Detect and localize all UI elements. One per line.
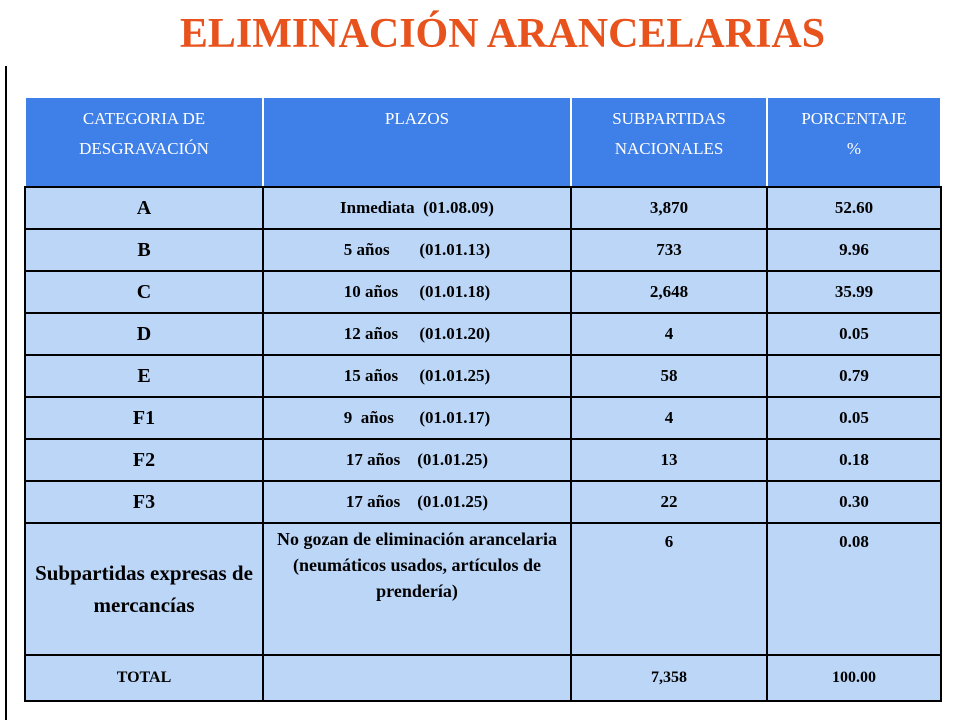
plazo-cell	[263, 187, 571, 229]
porcentaje-cell: 35.99	[767, 271, 941, 313]
subpartidas-cell: 3,870	[571, 187, 767, 229]
category-cell: D	[25, 313, 263, 355]
table-row	[25, 229, 941, 271]
total-plazo-cell	[263, 655, 571, 701]
plazo-text: 12 años (01.01.20)	[343, 324, 491, 343]
header-porcentaje	[767, 97, 941, 187]
category-cell: F2	[25, 439, 263, 481]
subpartidas-cell: 2,648	[571, 271, 767, 313]
total-label-cell: TOTAL	[25, 655, 263, 701]
table-row	[25, 439, 941, 481]
table-row	[25, 271, 941, 313]
subpartidas-cell: 4	[571, 313, 767, 355]
header-categoria-line2: DESGRAVACIÓN	[79, 139, 209, 158]
plazo-text: 15 años (01.01.25)	[343, 366, 491, 385]
special-subpartidas-cell: 6	[571, 523, 767, 655]
table-row	[25, 481, 941, 523]
plazo-cell	[263, 439, 571, 481]
category-cell: B	[25, 229, 263, 271]
header-subpartidas	[571, 97, 767, 187]
page-title: ELIMINACIÓN ARANCELARIAS	[179, 11, 826, 57]
header-subpartidas-line1: SUBPARTIDAS	[612, 109, 726, 128]
subpartidas-cell: 13	[571, 439, 767, 481]
porcentaje-cell: 0.18	[767, 439, 941, 481]
plazo-text: 10 años (01.01.18)	[343, 282, 491, 301]
category-cell: E	[25, 355, 263, 397]
plazo-text: 17 años (01.01.25)	[345, 450, 489, 469]
category-cell: C	[25, 271, 263, 313]
table-row	[25, 187, 941, 229]
header-categoria-line1: CATEGORIA DE	[82, 109, 206, 128]
header-plazos-label: PLAZOS	[384, 109, 450, 128]
header-porcentaje-line2: %	[846, 139, 862, 158]
porcentaje-cell: 9.96	[767, 229, 941, 271]
table-row	[25, 397, 941, 439]
special-plazo-cell: No gozan de eliminación arancelaria (neumáticos usados, artículos de prendería)	[263, 523, 571, 655]
tariff-table	[24, 96, 942, 702]
porcentaje-cell: 0.79	[767, 355, 941, 397]
plazo-text: 9 años (01.01.17)	[343, 408, 491, 427]
table-header-row	[25, 97, 941, 187]
left-divider	[5, 66, 7, 720]
plazo-text: 17 años (01.01.25)	[345, 492, 489, 511]
table-row	[25, 355, 941, 397]
total-subpartidas-cell: 7,358	[571, 655, 767, 701]
category-cell: A	[25, 187, 263, 229]
total-porcentaje-cell: 100.00	[767, 655, 941, 701]
plazo-text: 5 años (01.01.13)	[343, 240, 491, 259]
subpartidas-cell: 733	[571, 229, 767, 271]
plazo-cell	[263, 397, 571, 439]
special-category-cell: Subpartidas expresas de mercancías	[25, 523, 263, 655]
plazo-cell	[263, 271, 571, 313]
porcentaje-cell: 0.05	[767, 397, 941, 439]
header-categoria	[25, 97, 263, 187]
table-row	[25, 313, 941, 355]
total-row	[25, 655, 941, 701]
subpartidas-cell: 4	[571, 397, 767, 439]
plazo-cell	[263, 229, 571, 271]
special-row	[25, 523, 941, 655]
plazo-text: Inmediata (01.08.09)	[340, 198, 494, 217]
category-cell: F3	[25, 481, 263, 523]
porcentaje-cell: 0.30	[767, 481, 941, 523]
subpartidas-cell: 22	[571, 481, 767, 523]
header-plazos	[263, 97, 571, 187]
special-porcentaje-cell: 0.08	[767, 523, 941, 655]
plazo-cell	[263, 481, 571, 523]
header-porcentaje-line1: PORCENTAJE	[801, 109, 907, 128]
plazo-cell	[263, 355, 571, 397]
header-subpartidas-line2: NACIONALES	[614, 139, 724, 158]
porcentaje-cell: 0.05	[767, 313, 941, 355]
subpartidas-cell: 58	[571, 355, 767, 397]
category-cell: F1	[25, 397, 263, 439]
porcentaje-cell: 52.60	[767, 187, 941, 229]
plazo-cell	[263, 313, 571, 355]
